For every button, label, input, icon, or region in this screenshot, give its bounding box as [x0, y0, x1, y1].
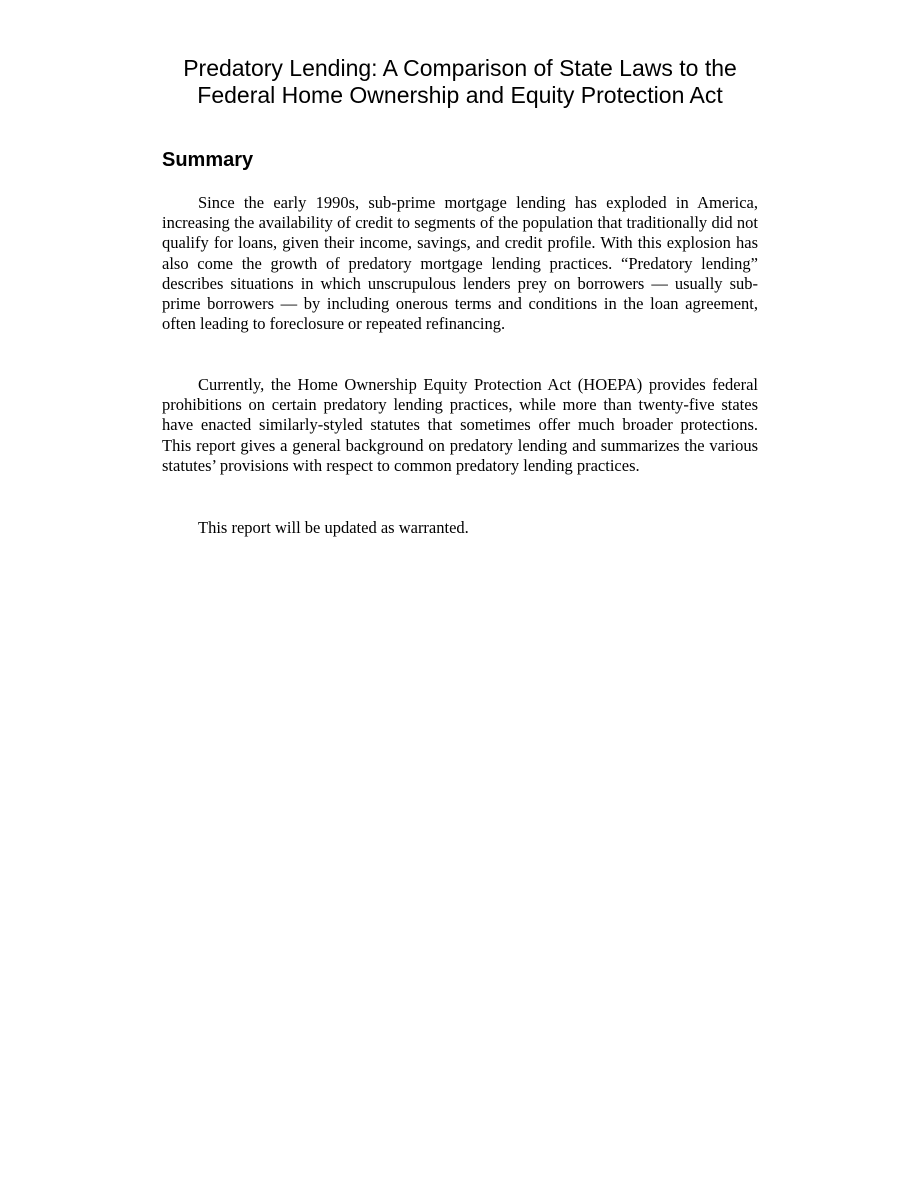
summary-paragraph-2: Currently, the Home Ownership Equity Protection Act (HOEPA) provides federal prohibitions on certain predatory lending practices, while more than twenty-five states have enacted similarly-styled statutes that sometimes offer much broader protections. This report gives a general background on predatory lending and summarizes the various statutes’ provisions with respect to common predatory lending practices. [162, 375, 758, 475]
title-line-2: Federal Home Ownership and Equity Protection Act [197, 82, 723, 108]
document-title [162, 55, 758, 109]
title-line-1: Predatory Lending: A Comparison of State Laws to the [183, 55, 737, 81]
summary-heading: Summary [162, 149, 254, 171]
summary-paragraph-1: Since the early 1990s, sub-prime mortgage lending has exploded in America, increasing the availability of credit to segments of the population that traditionally did not qualify for loans, given their income, savings, and credit profile. With this explosion has also come the growth of predatory mortgage lending practices. “Predatory lending” describes situations in which unscrupulous lenders prey on borrowers — usually sub-prime borrowers — by including onerous terms and conditions in the loan agreement, often leading to foreclosure or repeated refinancing. [162, 193, 758, 334]
summary-paragraph-3: This report will be updated as warranted. [198, 518, 469, 537]
